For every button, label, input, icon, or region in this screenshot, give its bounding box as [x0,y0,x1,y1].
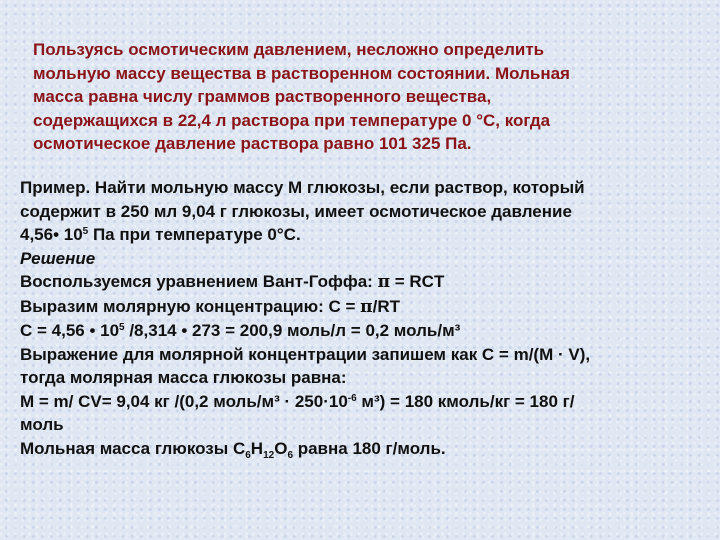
calc-text: /8,314 • 273 = 200,9 моль/л = 0,2 моль/м³ [124,321,461,340]
exponent: 5 [119,322,125,333]
answer-text: равна 180 г/моль. [293,438,446,458]
answer-text: Мольная масса глюкозы С [20,438,246,458]
intro-line: Пользуясь осмотическим давлением, несложно определить [33,40,545,59]
equation-text: Воспользуемся уравнением Вант-Гоффа: [20,272,378,291]
example-line: содержит в 250 мл 9,04 г глюкозы, имеет осмотическое давление [20,201,572,221]
concentration-calculation [20,319,710,343]
example-text: Па при температуре 0°С. [88,225,301,244]
subscript: 6 [287,449,293,461]
exponent: -6 [347,392,357,404]
calc-text: С = 4,56 • 10 [20,321,120,340]
calc-text: м³) = 180 кмоль/кг = 180 г/ [356,391,575,411]
answer-text: Н [250,438,264,458]
answer-text: О [274,438,288,458]
final-answer [20,437,710,461]
intro-paragraph [33,38,693,156]
equation-text: /RT [372,296,400,316]
pi-symbol: π [360,296,373,317]
pressure-value: 4,56• 10 [20,225,83,244]
intro-line: содержащихся в 22,4 л раствора при температуре 0 °С, когда [33,110,551,130]
concentration-equation [20,295,710,320]
example-block [20,176,710,460]
solution-label: Решение [20,248,96,268]
calc-text: М = m/ CV= 9,04 кг /(0,2 моль/м³ · 250·10 [20,391,348,411]
example-line: моль [20,415,64,434]
equation-text: Выразим молярную концентрацию: С = [20,296,361,316]
example-line [20,223,710,247]
equation-text: = RCT [390,272,445,291]
example-line: Пример. Найти мольную массу М глюкозы, если раствор, который [20,178,585,197]
example-line: Выражение для молярной концентрации запишем как С = m/(M · V), [20,344,591,364]
molar-mass-calculation [20,390,710,414]
example-line: тогда молярная масса глюкозы равна: [20,368,347,387]
intro-line: масса равна числу граммов растворенного вещества, [33,87,492,106]
pi-symbol: π [377,272,391,292]
subscript: 12 [263,449,275,461]
intro-line: осмотическое давление раствора равно 101 325 Па. [33,134,472,153]
subscript: 6 [245,449,251,461]
intro-line: мольную массу вещества в растворенном состоянии. Мольная [33,63,570,83]
exponent: 5 [82,226,89,237]
vant-hoff-equation [20,270,710,295]
